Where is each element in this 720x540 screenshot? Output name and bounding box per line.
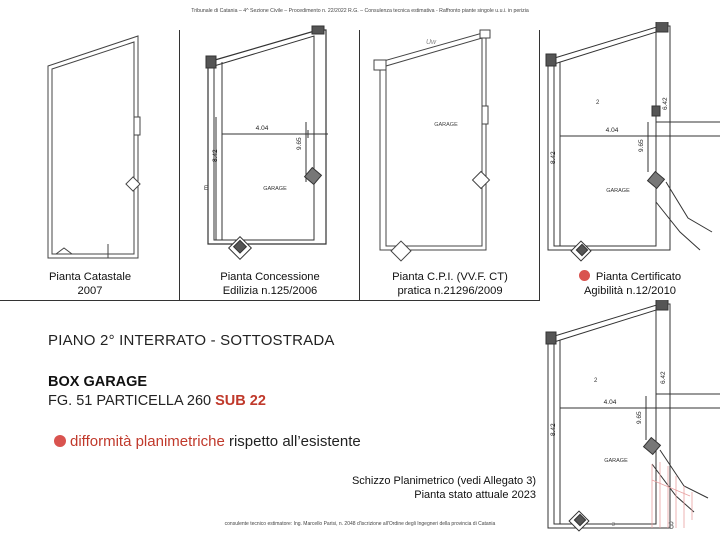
dim-top: 6.42 (662, 97, 669, 110)
room-label: GARAGE (606, 188, 630, 194)
caption-line-1: Pianta Catastale (48, 271, 132, 283)
caption-concessione (180, 270, 360, 298)
caption-line-1: Pianta C.P.I. (VV.F. CT) (392, 271, 508, 283)
dim-width: 4.04 (255, 125, 269, 132)
floor-plan-current-state (540, 300, 720, 535)
difference-bullet-dot (54, 435, 66, 447)
difference-highlight: difformità planimetriche (70, 433, 225, 450)
sketch-note (300, 474, 536, 502)
dim-right: 9.65 (296, 137, 303, 150)
section-divider (0, 300, 540, 301)
dim-width: 4.04 (603, 399, 617, 406)
room-label: GARAGE (434, 122, 458, 128)
difference-marker-dot (579, 270, 590, 281)
caption-line-1-text: Pianta Certificato (595, 271, 682, 283)
difference-note (54, 433, 361, 450)
cadastral-reference (48, 393, 266, 409)
section-title: PIANO 2° INTERRATO - SOTTOSTRADA (48, 332, 335, 349)
cadastral-reference-prefix: FG. 51 PARTICELLA 260 (48, 393, 216, 409)
caption-line-1 (540, 270, 720, 284)
caption-line-2: 2007 (77, 285, 103, 297)
sketch-note-line-1: Schizzo Planimetrico (vedi Allegato 3) (351, 475, 536, 487)
slide-header: Tribunale di Catania – 4^ Sezione Civile – Procedimento n. 22/2022 R.G. – Consulenza tecnica estimativa - Raffronto piante singole u.u.i. in perizia (191, 8, 529, 14)
handwritten-note: Uw (426, 39, 437, 46)
floor-plan-agibilita (540, 22, 720, 262)
room-label: GARAGE (604, 458, 628, 464)
dim-left: 8.42 (212, 149, 219, 162)
page-number: 3 (668, 520, 675, 532)
caption-line-1: Pianta Concessione (220, 271, 320, 283)
caption-line-2: pratica n.21296/2009 (397, 285, 503, 297)
corner-mark: 3 (612, 522, 615, 528)
dim-left: 8.42 (550, 423, 557, 436)
caption-line-2: Agibilità n.12/2010 (583, 285, 677, 297)
caption-line-2: Edilizia n.125/2006 (222, 285, 318, 297)
caption-cpi (360, 270, 540, 298)
slide-footer: consulente tecnico estimatore: Ing. Marcello Parisi, n. 2048 d'iscrizione all'Ordine degli Ingegneri della provincia di Catania (224, 521, 496, 527)
floor-plan-concessione (180, 22, 360, 262)
sketch-note-line-2: Pianta stato attuale 2023 (414, 489, 536, 501)
dim-top: 6.42 (660, 371, 667, 384)
dim-width: 4.04 (605, 127, 619, 134)
box-title: BOX GARAGE (48, 374, 148, 390)
door-label: E (204, 186, 209, 192)
floor-plan-cpi (360, 22, 540, 262)
dim-right: 9.65 (636, 411, 643, 424)
cadastral-sub: SUB 22 (215, 393, 266, 409)
room-label: GARAGE (263, 186, 287, 192)
dim-right: 9.65 (638, 139, 645, 152)
room-number: 2 (594, 378, 598, 384)
plan-panel-catastale (0, 22, 180, 300)
difference-rest: rispetto all’esistente (224, 433, 361, 450)
plan-panel-concessione (180, 22, 360, 300)
room-number: 2 (596, 100, 600, 106)
floor-plan-catastale (0, 22, 180, 262)
dim-left: 8.42 (550, 151, 557, 164)
plan-panel-agibilita (540, 22, 720, 300)
caption-catastale (0, 270, 180, 298)
plan-panel-cpi (360, 22, 540, 300)
caption-agibilita (540, 270, 720, 298)
